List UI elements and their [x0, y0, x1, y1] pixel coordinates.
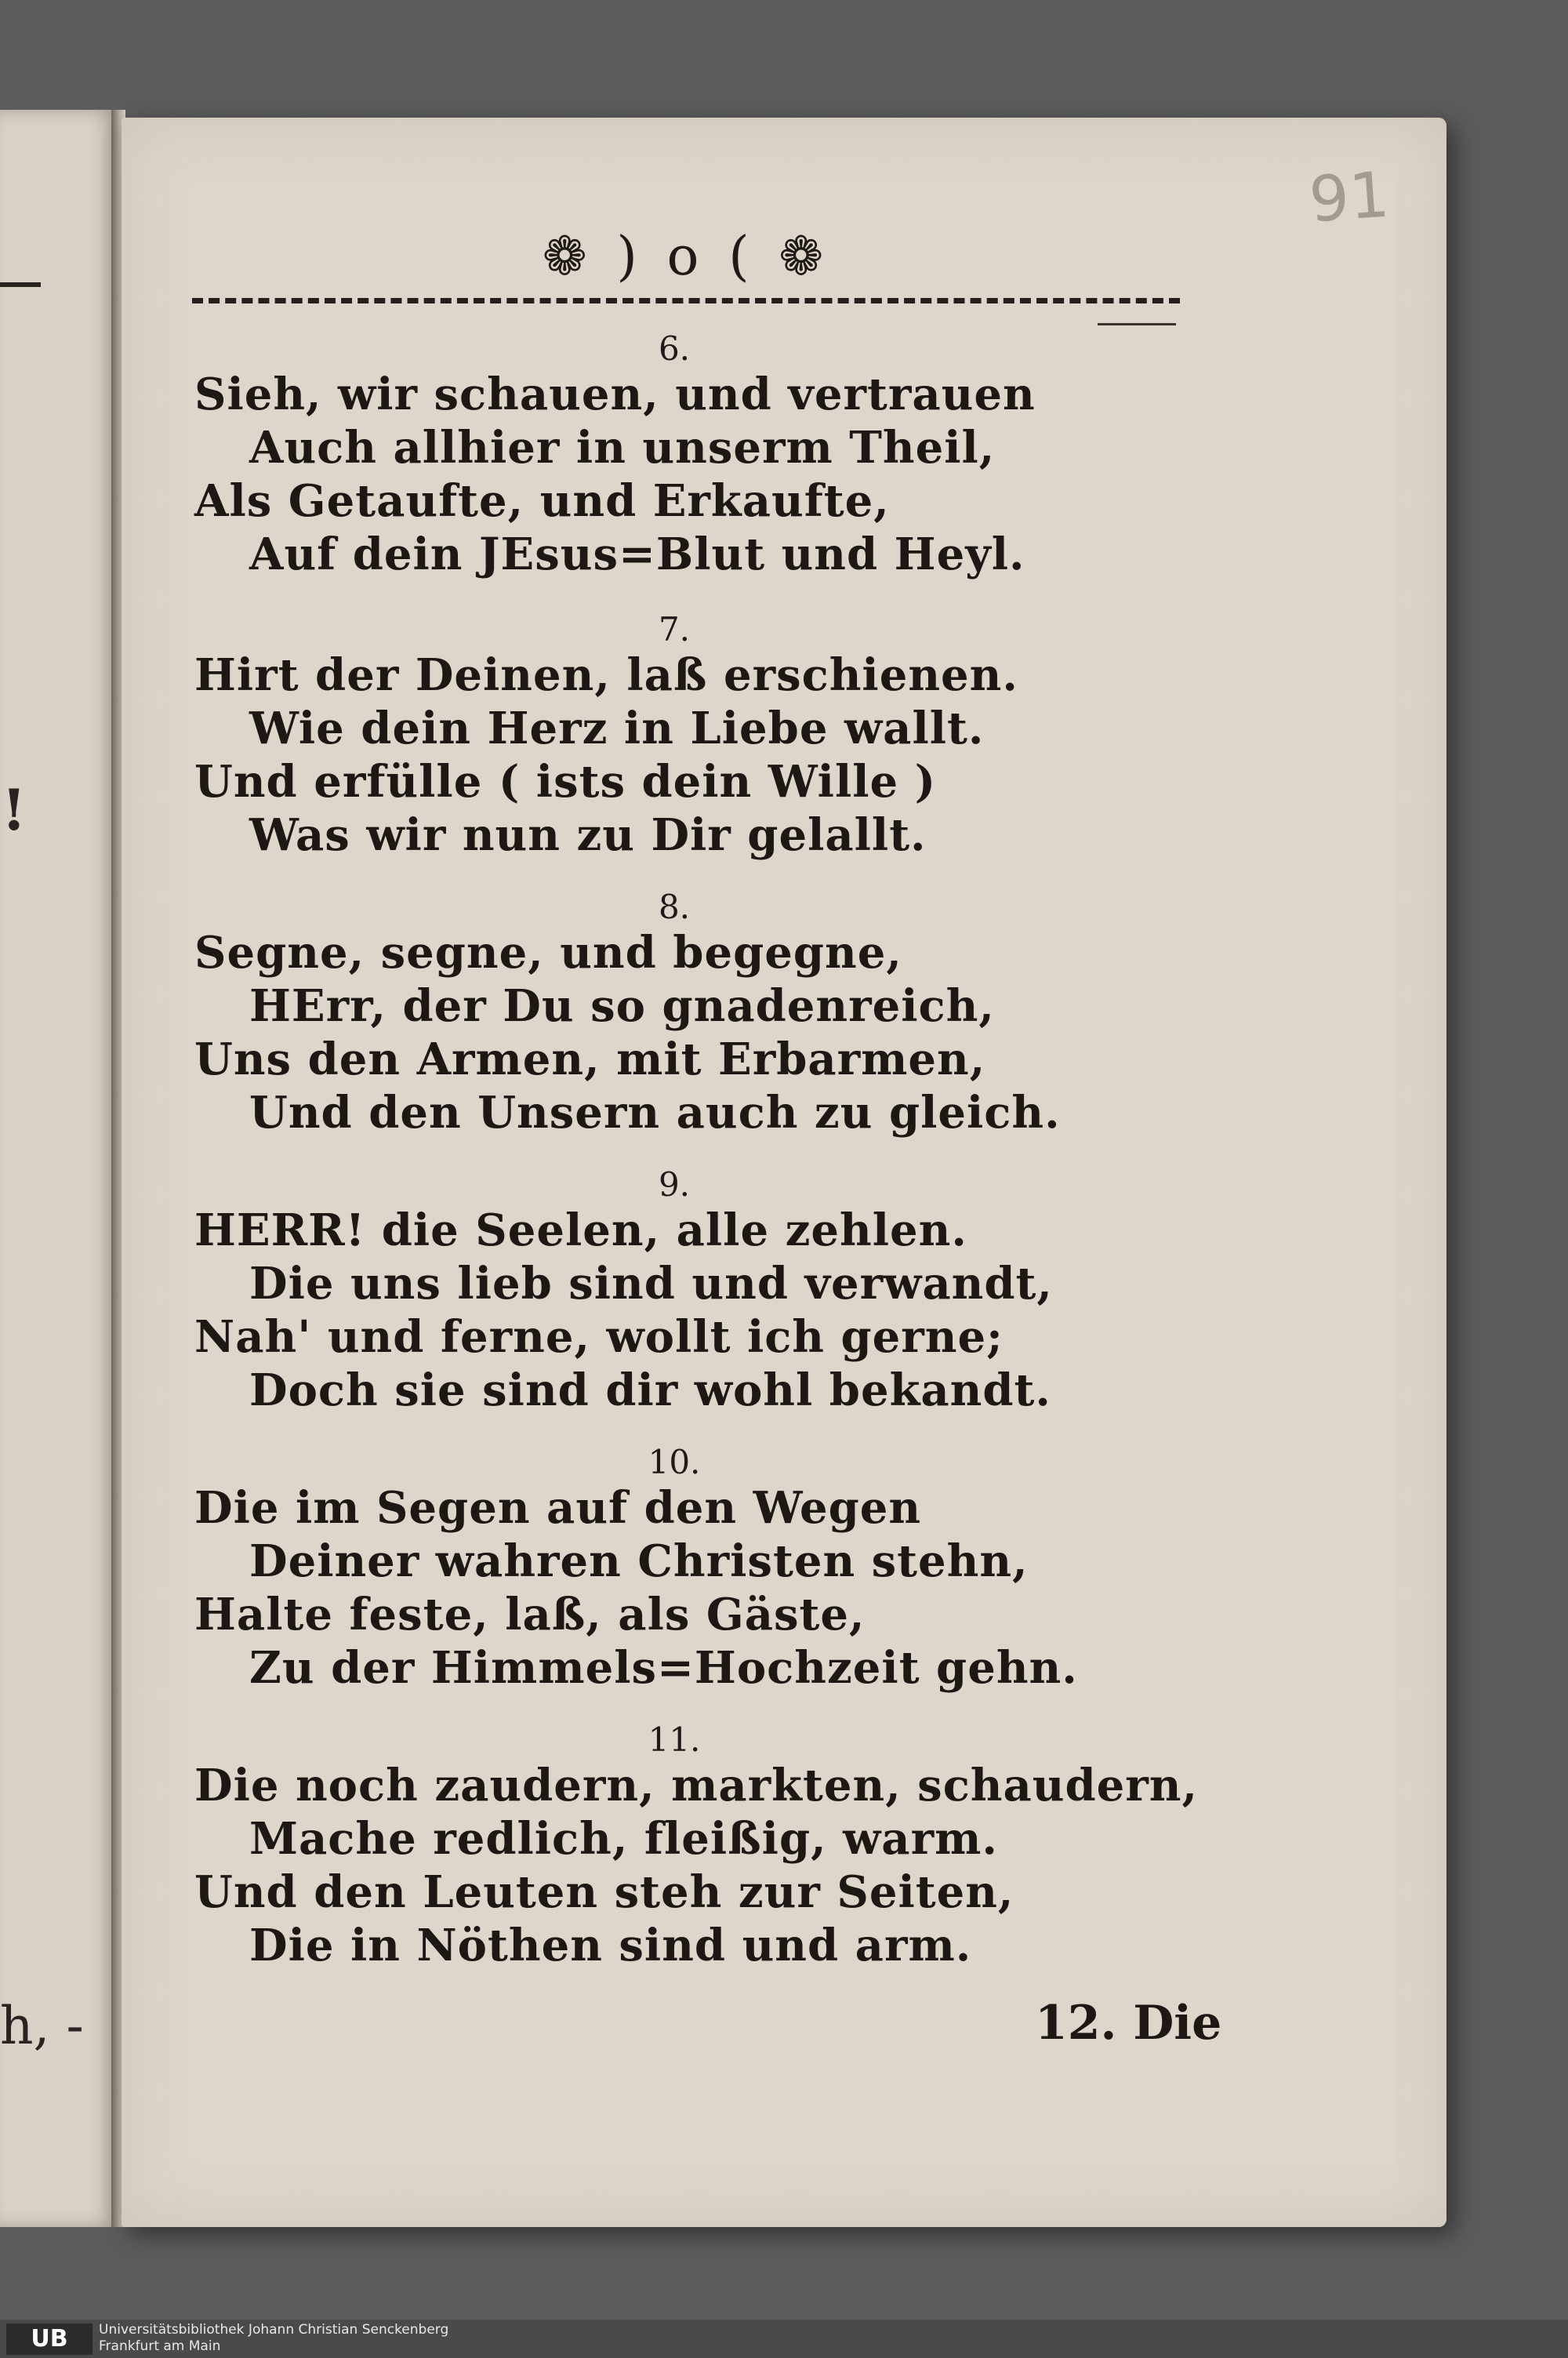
verse-line: Mache redlich, fleißig, warm. [249, 1813, 998, 1865]
verse-line: Und erfülle ( ists dein Wille ) [194, 756, 937, 808]
verse-line: Als Getaufte, und Erkaufte, [194, 475, 890, 527]
left-page-exclamation: ! [2, 776, 27, 843]
stanza-number: 10. [648, 1443, 701, 1481]
verse-line: Segne, segne, und begegne, [194, 927, 902, 979]
verse-line: Hirt der Deinen, laß erschienen. [194, 649, 1018, 701]
verse-line: Und den Leuten steh zur Seiten, [194, 1866, 1014, 1918]
verse-line: Sieh, wir schauen, und vertrauen [194, 369, 1036, 420]
verse-line: Was wir nun zu Dir gelallt. [249, 809, 927, 861]
stanza-number: 11. [648, 1720, 701, 1759]
verse-line: Die uns lieb sind und verwandt, [249, 1258, 1053, 1310]
verse-line: Halte feste, laß, als Gäste, [194, 1589, 866, 1640]
verse-line: Auch allhier in unserm Theil, [249, 422, 996, 474]
stanza-number: 9. [658, 1165, 691, 1204]
verse-line: Und den Unsern auch zu gleich. [249, 1087, 1061, 1139]
library-city: Frankfurt am Main [99, 2338, 221, 2354]
verse-line: Die in Nöthen sind und arm. [249, 1920, 972, 1971]
verse-line: Zu der Himmels=Hochzeit gehn. [249, 1642, 1078, 1694]
verse-line: Nah' und ferne, wollt ich gerne; [194, 1311, 1004, 1363]
library-name: Universitätsbibliothek Johann Christian Senckenberg [99, 2322, 449, 2338]
folio-number: 91 [1306, 158, 1392, 237]
header-ornament: ❁ ) o ( ❁ [542, 226, 830, 288]
verse-line: Die noch zaudern, markten, schaudern, [194, 1760, 1199, 1811]
verse-line: Doch sie sind dir wohl bekandt. [249, 1364, 1051, 1416]
verse-line: Wie dein Herz in Liebe wallt. [249, 703, 985, 754]
library-credit [99, 2322, 448, 2355]
stanza-number: 8. [658, 888, 691, 926]
verse-line: Auf dein JEsus=Blut und Heyl. [249, 529, 1025, 580]
stanza-number: 6. [658, 329, 691, 368]
verse-line: Deiner wahren Christen stehn, [249, 1535, 1029, 1587]
catchword: 12. Die [1035, 1996, 1222, 2051]
verse-line: Die im Segen auf den Wegen [194, 1482, 922, 1534]
library-logo: UB [6, 2323, 93, 2355]
verse-line: HERR! die Seelen, alle zehlen. [194, 1204, 967, 1256]
stanza-number: 7. [658, 610, 691, 649]
verse-line: Uns den Armen, mit Erbarmen, [194, 1034, 986, 1085]
verse-line: HErr, der Du so gnadenreich, [249, 980, 995, 1032]
left-page-fragment: h, - [0, 1996, 84, 2056]
